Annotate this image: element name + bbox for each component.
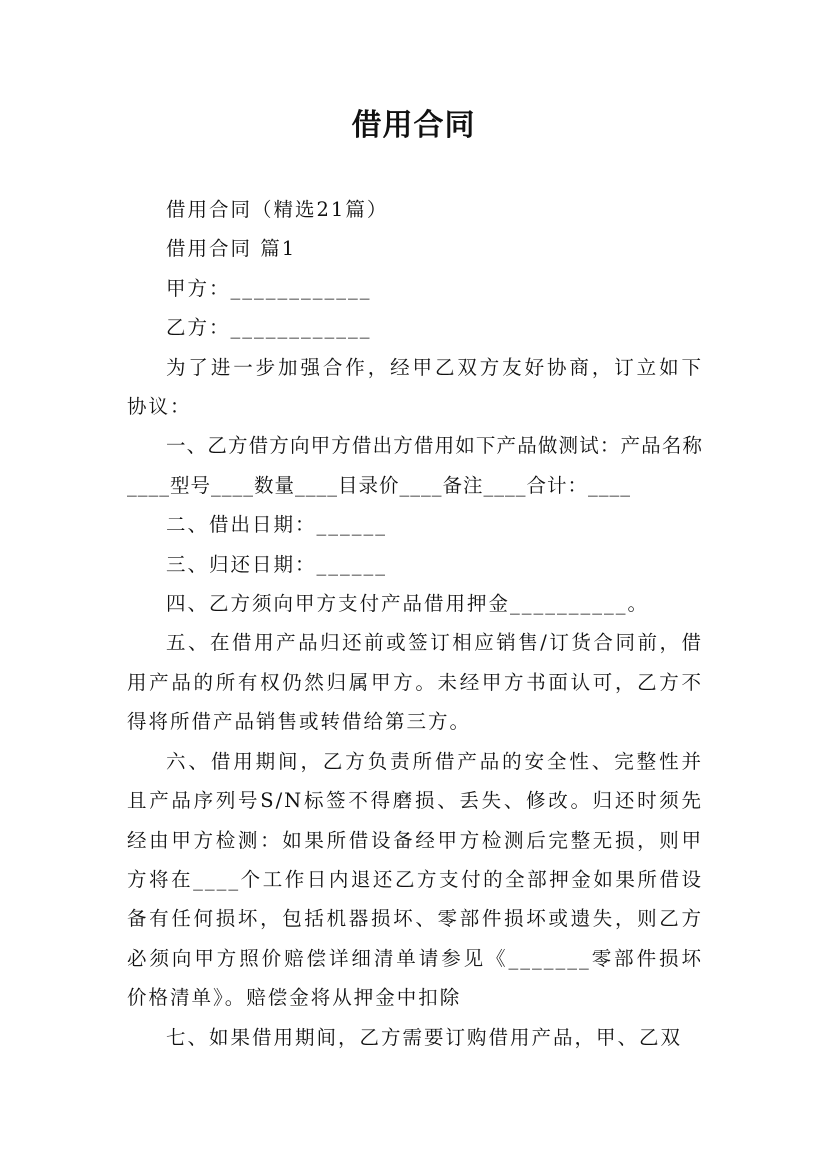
paragraph-clause-3: 三、归还日期：______ bbox=[166, 552, 388, 576]
paragraph-clause-6: 六、借用期间，乙方负责所借产品的安全性、完整性并且产品序列号S/N标签不得磨损、丢失、修改。归还时须先经由甲方检测：如果所借设备经甲方检测后完整无损，则甲方将在____个工作日内退还乙方支付的全部押金如果所借设备有任何损坏，包括机器损坏、零部件损坏或遗失，则乙方必须向甲方照价赔偿详细清单请参见《_______零部件损坏价格清单》。赔偿金将从押金中扣除 bbox=[127, 749, 703, 1010]
paragraph-preamble: 为了进一步加强合作，经甲乙双方友好协商，订立如下协议： bbox=[127, 355, 703, 419]
document-body bbox=[127, 190, 703, 1057]
paragraph-clause-1: 一、乙方借方向甲方借出方借用如下产品做测试：产品名称____型号____数量____目录价____备注____合计：____ bbox=[127, 434, 703, 497]
paragraph-clause-2: 二、借出日期：______ bbox=[166, 513, 388, 537]
paragraph-subtitle: 借用合同（精选21篇） bbox=[166, 198, 389, 221]
paragraph-clause-7: 七、如果借用期间，乙方需要订购借用产品，甲、乙双 bbox=[166, 1025, 683, 1049]
paragraph-clause-4: 四、乙方须向甲方支付产品借用押金__________。 bbox=[166, 592, 650, 616]
paragraph-party-b: 乙方：____________ bbox=[166, 316, 372, 340]
paragraph-party-a: 甲方：____________ bbox=[166, 276, 372, 300]
paragraph-clause-5: 五、在借用产品归还前或签订相应销售/订货合同前，借用产品的所有权仍然归属甲方。未经甲方书面认可，乙方不得将所借产品销售或转借给第三方。 bbox=[127, 631, 703, 734]
paragraph-section-heading: 借用合同 篇1 bbox=[166, 237, 297, 261]
document-title: 借用合同 bbox=[351, 108, 476, 143]
